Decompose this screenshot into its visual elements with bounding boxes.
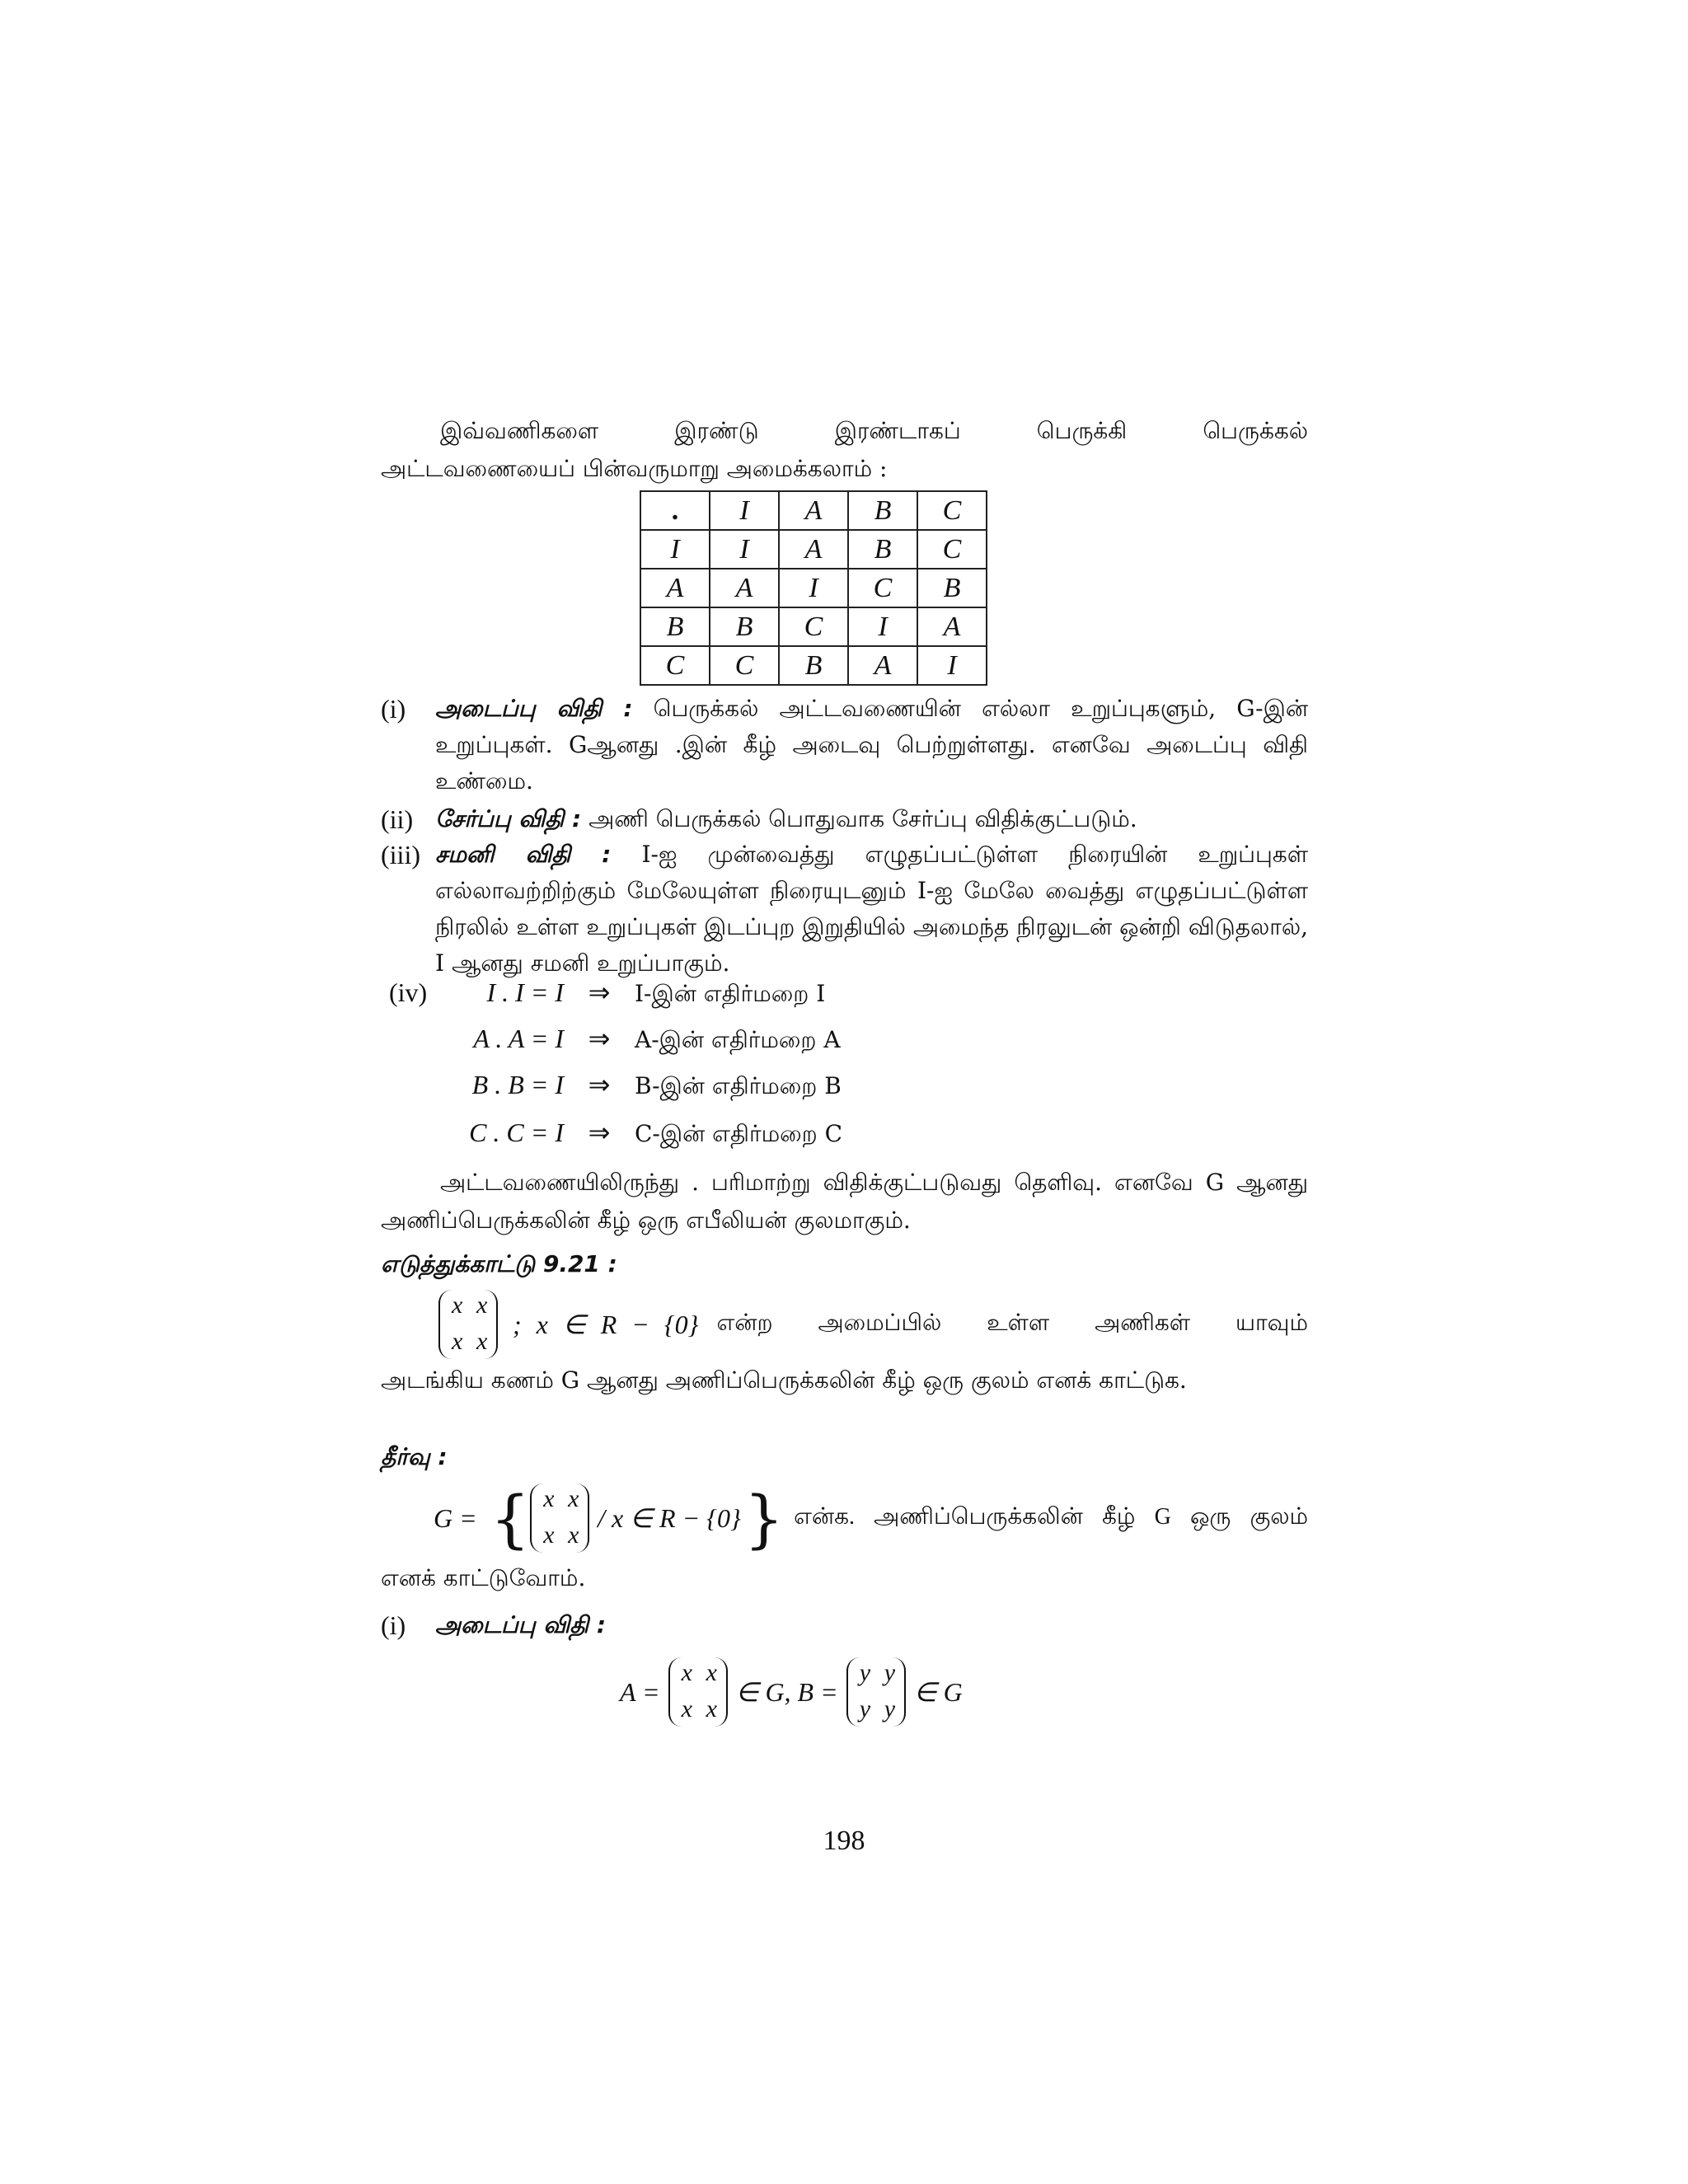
table-row-label: C [640,646,710,685]
inverse-rhs: B-இன் எதிர்மறை B [635,1072,842,1099]
closure-title: அடைப்பு விதி : [435,1611,607,1638]
intro-paragraph [381,412,1308,488]
property-identity [381,837,1308,982]
table-header-row [640,491,987,530]
example-heading: எடுத்துக்காட்டு 9.21 : [381,1250,617,1277]
solution-heading: தீர்வு : [381,1443,448,1470]
property-number: (ii) [381,804,414,834]
left-brace-icon: { [490,1481,531,1555]
table-row-label: A [640,569,710,607]
example-statement [438,1287,1308,1361]
matrix-cell: y [884,1659,896,1686]
property-text: I-ஐ முன்வைத்து எழுதப்பட்டுள்ள நிரையின் உறுப்புகள் எல்லாவற்றிற்கும் மேலேயுள்ள நிரையுடனும் I-ஐ மேலே வைத்து எழுதப்பட்டுள்ள நிரலில் உள்ள உறுப்புகள் இடப்புற இறுதியில் அமைந்த நிரலுடன் ஒன்றி விடுதலால், I ஆனது சமனி உறுப்பாகும். [435,841,1308,977]
ab-definition [620,1655,963,1729]
implies-icon: ⇒ [588,1024,611,1053]
page-number: 198 [823,1825,865,1856]
property-text: அணி பெருக்கல் பொதுவாக சேர்ப்பு விதிக்குட்படும். [588,805,1137,832]
matrix-b [846,1657,906,1727]
table-cell: B [710,607,779,646]
table-header-cell: B [848,491,917,530]
matrix-cell: x [706,1659,717,1686]
implies-icon: ⇒ [588,1118,611,1147]
matrix-cell: x [706,1695,717,1722]
inverse-line [435,1022,841,1057]
intro-line-2: அட்டவணையைப் பின்வருமாறு அமைக்கலாம் : [381,455,888,482]
table-cell: A [710,569,779,607]
right-brace-icon: } [743,1481,785,1555]
matrix-cell: y [859,1695,871,1722]
inverse-rhs: A-இன் எதிர்மறை A [635,1026,841,1053]
matrix-cell: x [568,1521,579,1549]
matrix-cell: x [476,1328,488,1355]
table-operator: . [640,491,710,530]
eq-mid: ∈ G, B = [735,1677,838,1707]
property-title: சமனி விதி : [435,841,612,868]
set-matrix [530,1483,589,1553]
example-matrix [438,1290,498,1359]
table-cell: A [848,646,917,685]
property-text: பெருக்கல் அட்டவணையின் எல்லா உறுப்புகளும், G-இன் உறுப்புகள். Gஆனது .இன் கீழ் அடைவு பெற்றுள்ளது. எனவே அடைப்பு விதி உண்மை. [435,695,1308,794]
table-header-cell: A [779,491,848,530]
table-row-label: I [640,530,710,569]
inverse-lhs: A . A = I [473,1024,564,1053]
set-definition [434,1477,1308,1559]
inverse-number: (iv) [389,977,428,1007]
table-cell: I [917,646,987,685]
matrix-cell: x [452,1291,463,1319]
matrix-cell: x [681,1695,692,1722]
example-text-line1: என்ற அமைப்பில் உள்ள அணிகள் யாவும் [716,1310,1308,1336]
set-text: என்க. அணிப்பெருக்கலின் கீழ் G ஒரு குலம் [794,1503,1308,1530]
table-cell: B [779,646,848,685]
table-cell: C [848,569,917,607]
table-cell: A [917,607,987,646]
inverse-lhs: I . I = I [486,977,564,1007]
matrix-cell: y [859,1659,871,1686]
table-cell: C [917,530,987,569]
eq-end: ∈ G [913,1677,963,1707]
matrix-cell: x [543,1521,555,1549]
property-closure [381,691,1308,799]
set-text-2: எனக் காட்டுவோம். [381,1564,586,1591]
table-row [640,569,987,607]
table-row [640,530,987,569]
implies-icon: ⇒ [588,977,611,1007]
conclusion-paragraph: அட்டவணையிலிருந்து . பரிமாற்று விதிக்குட்படுவது தெளிவு. எனவே G ஆனது அணிப்பெருக்கலின் கீழ் ஒரு எபீலியன் குலமாகும். [381,1169,1308,1234]
table-row [640,646,987,685]
matrix-cell: x [452,1328,463,1355]
cayley-table [640,490,987,686]
eq-a-label: A = [620,1676,660,1707]
implies-icon: ⇒ [588,1070,611,1099]
matrix-a [668,1657,728,1727]
matrix-cell: y [884,1695,896,1722]
property-title: அடைப்பு விதி : [435,695,633,722]
property-number: (i) [381,694,406,724]
matrix-cell: x [543,1485,555,1512]
intro-line-1: இவ்வணிகளை இரண்டு இரண்டாகப் பெருக்கி பெருக்கல் [440,417,1308,444]
example-condition: ; x ∈ R − {0} [513,1310,699,1339]
table-cell: C [710,646,779,685]
inverse-line [435,1068,842,1103]
table-cell: A [779,530,848,569]
table-cell: I [779,569,848,607]
table-cell: I [848,607,917,646]
set-condition: / x ∈ R − {0} [598,1503,741,1533]
table-header-cell: I [710,491,779,530]
matrix-cell: x [476,1291,488,1319]
table-row [640,607,987,646]
property-number: (iii) [381,840,420,869]
closure-number: (i) [381,1610,406,1640]
inverse-line [435,976,825,1010]
matrix-cell: x [568,1485,579,1512]
example-text-rest: அடங்கிய கணம் G ஆனது அணிப்பெருக்கலின் கீழ் ஒரு குலம் எனக் காட்டுக. [381,1366,1187,1394]
table-cell: I [710,530,779,569]
solution-closure [381,1607,1308,1643]
table-row-label: B [640,607,710,646]
table-cell: C [779,607,848,646]
matrix-cell: x [681,1659,692,1686]
table-cell: B [917,569,987,607]
set-lhs: G = [434,1502,477,1533]
inverse-lhs: C . C = I [469,1118,564,1147]
table-header-cell: C [917,491,987,530]
property-title: சேர்ப்பு விதி : [435,805,582,832]
property-associative [381,801,1308,837]
inverse-line [435,1116,842,1151]
inverse-rhs: I-இன் எதிர்மறை I [635,980,826,1007]
inverse-lhs: B . B = I [471,1070,564,1099]
table-cell: B [848,530,917,569]
inverse-rhs: C-இன் எதிர்மறை C [635,1120,842,1147]
